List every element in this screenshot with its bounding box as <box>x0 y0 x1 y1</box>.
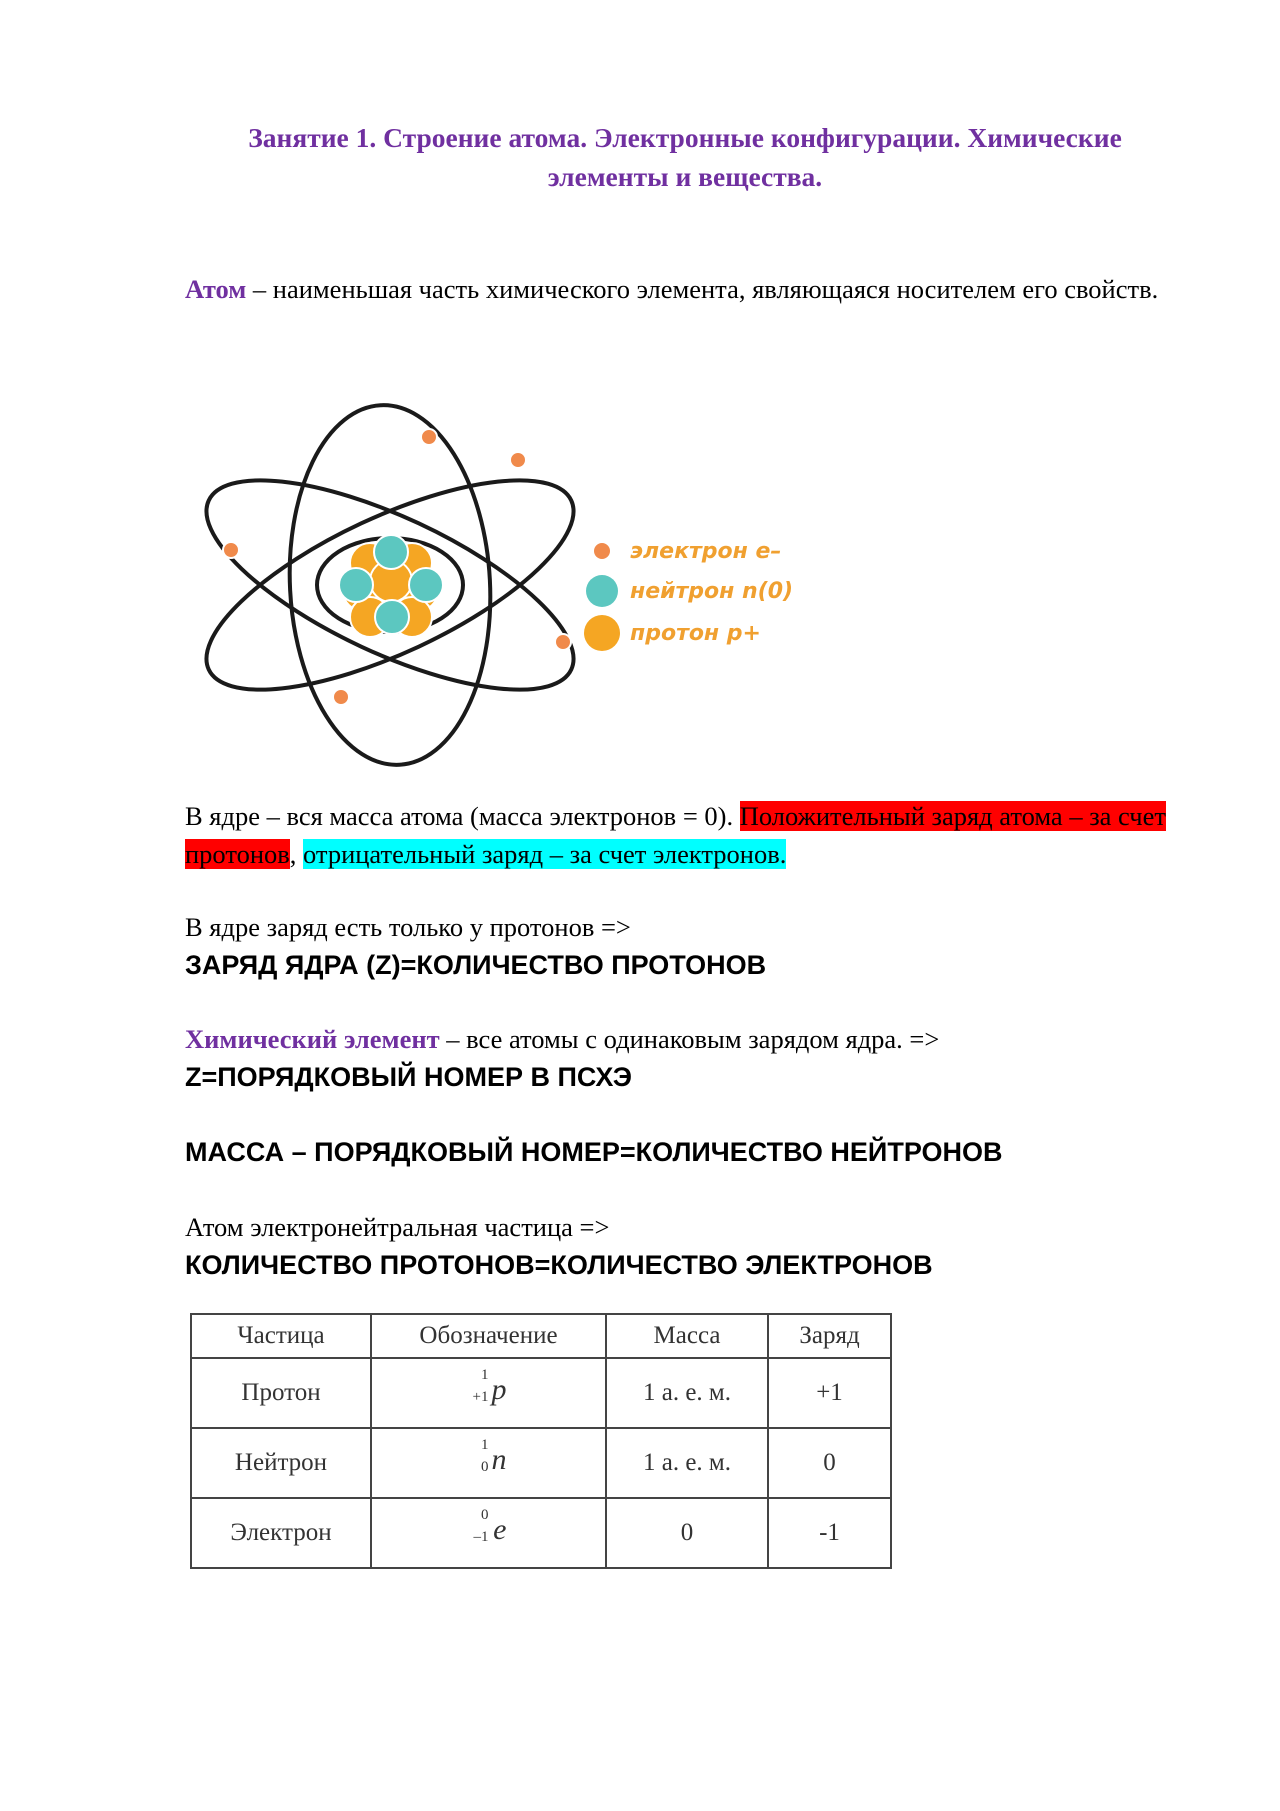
particle-symbol: 1 +1 p <box>371 1358 606 1428</box>
neutral-text: Атом электронейтральная частица => <box>185 1212 610 1242</box>
col-particle: Частица <box>191 1314 371 1358</box>
col-charge: Заряд <box>768 1314 891 1358</box>
separator: , <box>289 839 304 869</box>
neutral-rule: КОЛИЧЕСТВО ПРОТОНОВ=КОЛИЧЕСТВО ЭЛЕКТРОНОВ <box>185 1250 933 1280</box>
legend-electron: электрон е– <box>630 539 782 564</box>
particle-name: Электрон <box>191 1498 371 1568</box>
neutron-rule: МАССА – ПОРЯДКОВЫЙ НОМЕР=КОЛИЧЕСТВО НЕЙТРОНОВ <box>185 1137 1003 1167</box>
element-paragraph <box>185 1020 1185 1096</box>
particle-charge: +1 <box>768 1358 891 1428</box>
particle-charge: -1 <box>768 1498 891 1568</box>
diagram-legend <box>584 539 793 651</box>
element-rule: Z=ПОРЯДКОВЫЙ НОМЕР В ПСХЭ <box>185 1062 632 1092</box>
charge-paragraph <box>185 908 1185 984</box>
col-symbol: Обозначение <box>371 1314 606 1358</box>
particle-symbol: 1 0 n <box>371 1428 606 1498</box>
table-row <box>191 1358 891 1428</box>
neutron-legend-icon <box>586 575 618 607</box>
particle-symbol: 0 –1 e <box>371 1498 606 1568</box>
nucleus-paragraph <box>185 797 1185 873</box>
atom-definition <box>185 270 1185 308</box>
term-chemical-element: Химический элемент <box>185 1024 440 1054</box>
atom-definition-text: – наименьшая часть химического элемента, являющаяся носителем его свойств. <box>246 274 1159 304</box>
particle-name: Протон <box>191 1358 371 1428</box>
page-title: Занятие 1. Строение атома. Электронные конфигурации. Химические элементы и вещества. <box>248 122 1122 192</box>
legend-proton: протон p+ <box>630 621 761 646</box>
table-row <box>191 1428 891 1498</box>
particle-mass: 1 а. е. м. <box>606 1358 768 1428</box>
table-row <box>191 1498 891 1568</box>
nucleus <box>339 535 443 637</box>
particle-name: Нейтрон <box>191 1428 371 1498</box>
neutral-paragraph <box>185 1208 1185 1284</box>
particles-table <box>190 1313 892 1569</box>
proton-legend-icon <box>584 615 620 651</box>
positive-charge-highlight: Положительный заряд атома – за счет протонов <box>185 801 1166 869</box>
charge-rule: ЗАРЯД ЯДРА (Z)=КОЛИЧЕСТВО ПРОТОНОВ <box>185 950 767 980</box>
negative-charge-highlight: отрицательный заряд – за счет электронов. <box>303 839 787 869</box>
nucleus-text: В ядре – вся масса атома (масса электронов = 0). <box>185 801 740 831</box>
table-header-row <box>191 1314 891 1358</box>
legend-neutron: нейтрон n(0) <box>630 579 794 604</box>
particle-mass: 0 <box>606 1498 768 1568</box>
element-text: – все атомы с одинаковым зарядом ядра. => <box>439 1024 940 1054</box>
charge-text: В ядре заряд есть только у протонов => <box>185 912 631 942</box>
col-mass: Масса <box>606 1314 768 1358</box>
electron-legend-icon <box>594 543 610 559</box>
atom-diagram <box>180 395 820 775</box>
particle-charge: 0 <box>768 1428 891 1498</box>
term-atom: Атом <box>185 274 247 304</box>
particle-mass: 1 а. е. м. <box>606 1428 768 1498</box>
